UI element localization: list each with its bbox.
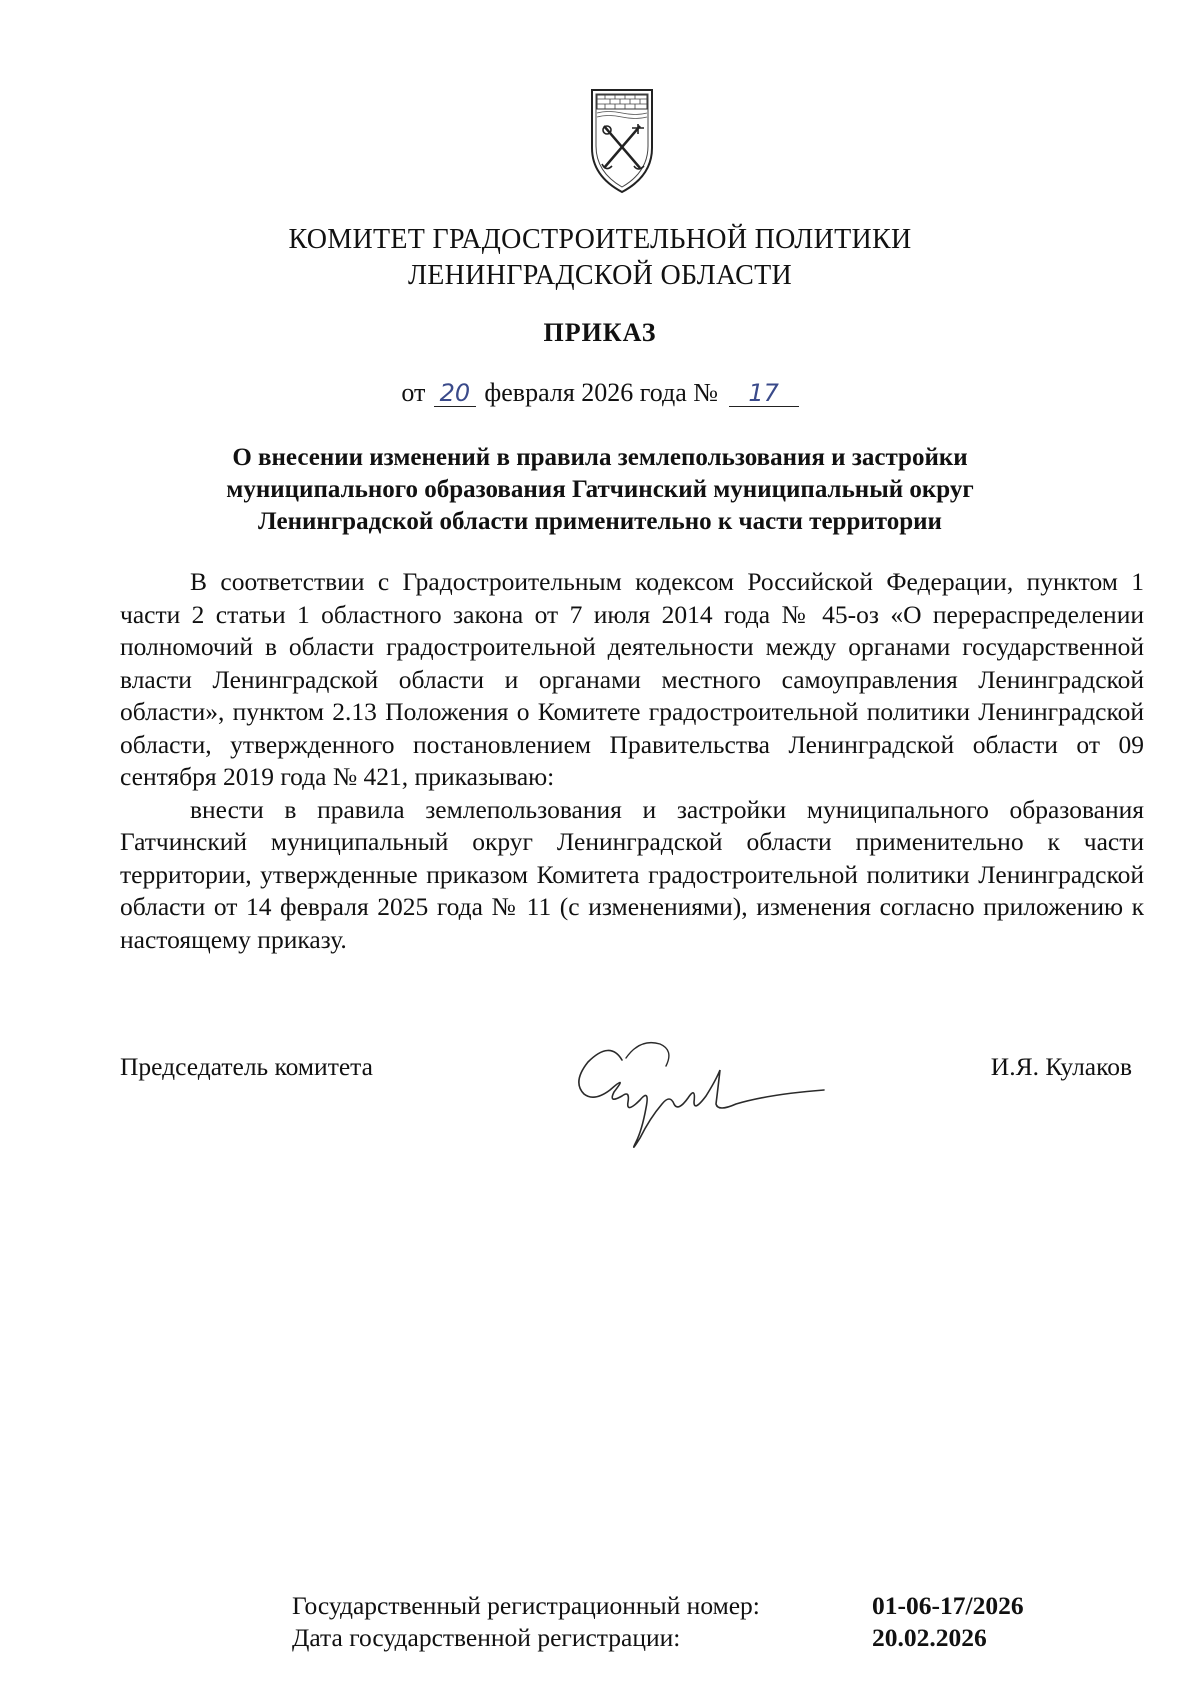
body-paragraph-2: внести в правила землепользования и застройки муниципального образования Гатчинский муниципальный округ Ленинградской области применительно к части территории, утвержденные приказом Комитета градостроительной политики Ленинградской области от 14 февраля 2025 года № 11 (с изменениями), изменения согласно приложению к настоящему приказу. — [120, 794, 1144, 954]
date-month-year: февраля 2026 года № — [484, 378, 719, 407]
document-type: ПРИКАЗ — [543, 318, 657, 347]
document-body — [120, 566, 1144, 956]
issuer-header — [0, 222, 1200, 294]
coat-of-arms-emblem — [588, 86, 656, 196]
subject-line-3: Ленинградской области применительно к части территории — [258, 508, 942, 535]
handwritten-signature — [570, 1030, 850, 1156]
registration-number-label: Государственный регистрационный номер: — [292, 1591, 760, 1620]
document-subject — [0, 442, 1200, 538]
date-prefix: от — [401, 378, 426, 407]
registration-date-label: Дата государственной регистрации: — [292, 1623, 681, 1652]
registration-date-row — [292, 1622, 1052, 1654]
signatory-name: И.Я. Кулаков — [990, 1052, 1132, 1081]
issuer-line-1: КОМИТЕТ ГРАДОСТРОИТЕЛЬНОЙ ПОЛИТИКИ — [288, 224, 912, 255]
body-paragraph-1: В соответствии с Градостроительным кодексом Российской Федерации, пунктом 1 части 2 статьи 1 областного закона от 7 июля 2014 года № 45-оз «О перераспределении полномочий в области градостроительной деятельности между органами государственной власти Ленинградской области и органами местного самоуправления Ленинградской области», пунктом 2.13 Положения о Комитете градостроительной политики Ленинградской области, утвержденного постановлением Правительства Ленинградской области от 09 сентября 2019 года № 421, приказываю: — [120, 567, 1144, 791]
registration-date-value: 20.02.2026 — [872, 1623, 987, 1652]
date-number-line — [0, 378, 1200, 408]
subject-line-1: О внесении изменений в правила землепользования и застройки — [232, 444, 968, 471]
subject-line-2: муниципального образования Гатчинский муниципальный округ — [226, 476, 974, 503]
registration-block — [292, 1590, 1052, 1654]
registration-number-value: 01-06-17/2026 — [872, 1591, 1024, 1620]
handwritten-day: 20 — [434, 380, 476, 407]
handwritten-number: 17 — [729, 380, 799, 407]
issuer-line-2: ЛЕНИНГРАДСКОЙ ОБЛАСТИ — [407, 260, 793, 291]
signatory-position: Председатель комитета — [120, 1052, 373, 1081]
registration-number-row — [292, 1590, 1052, 1622]
